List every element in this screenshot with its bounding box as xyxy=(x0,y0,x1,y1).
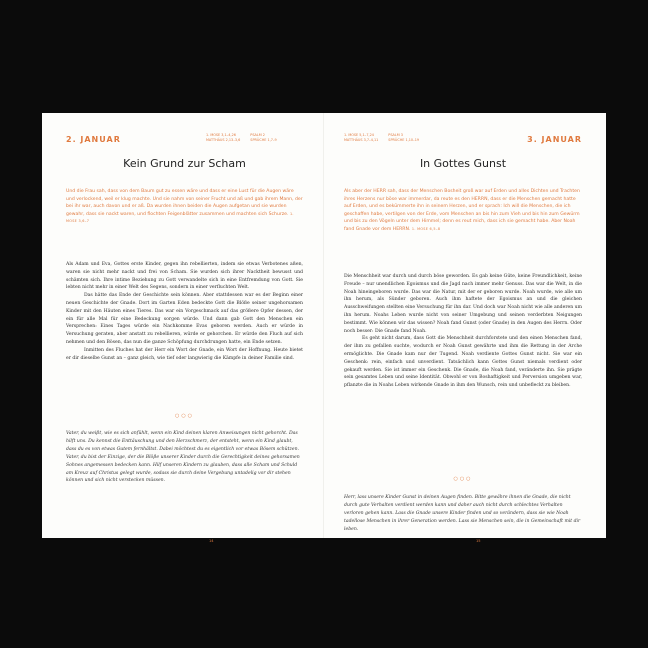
body-paragraph: Es geht nicht darum, dass Gott die Menschheit durchforstete und den einen Menschen fand, der ihm zu gefallen suchte, wodurch er Noah Gunst gewährte und ihm die Rettung in der Arche ermöglichte. Die Gnade kam nur der Tugend. Noah verdiente Gottes Gunst nicht. Sie war ein Geschenk: rein, einfach und unverdient. Tatsächlich kann Gottes Gunst niemals verdient oder gekauft werden. Sie ist immer ein Geschenk. Die Gnade, die Noah fand, veränderte ihn. Sie prägte sein gesamtes Leben und seine Identität. Obwohl er von Boshaftigkeit und Perversion umgeben war, pflanzte die in Noahs Leben wirkende Gnade in ihm den Wunsch, rein und unbefleckt zu bleiben. xyxy=(344,336,582,389)
daily-readings xyxy=(344,133,419,144)
devotion-title: In Gottes Gunst xyxy=(419,157,507,170)
prayer-text: Herr, lass unsere Kinder Gunst in deinen Augen finden. Bitte gewähre ihnen die Gnade, die nicht durch gute Verhalten verdient werden kann und daher auch nicht durch schlechtes Verhalten verloren gehen kann. Lass die Gnade unsere Kinder finden und so verändern, dass sie wie Noah tadellose Menschen in ihrer Generation werden. Lass sie Menschen sein, die in Gemeinschaft mit dir leben. xyxy=(344,495,581,532)
page-date: 3. JANUAR xyxy=(527,135,582,144)
prayer-text: Vater, du weißt, wie es sich anfühlt, wenn ein Kind deinen klaren Anweisungen nicht gehorcht. Das hilft uns. Du kennst die Enttäuschung und den Herzschmerz, der entsteht, wenn ein Kind glaubt, dass du es von etwas Gutem fernhältst. Dabei möchtest du es eigentlich vor etwas Bösem schützen. Vater, du bist der Einzige, der die Blöße unserer Kinder durch die Gerechtigkeit deines gehorsamen Sohnes angemessen bedecken kann. Hilf unseren Kindern zu glauben, dass alle Scham und Schuld am Kreuz auf Christus gelegt wurde, sodass sie durch deine Vergebung untadelig vor dir stehen können und sich nicht verstecken müssen. xyxy=(66,431,300,484)
verse-reference: 1. MOSE 3,6–7 xyxy=(66,211,294,223)
page-date: 2. JANUAR xyxy=(66,135,121,144)
reading-item: PSALM 2 xyxy=(250,133,265,137)
body-paragraph: Das hätte das Ende der Geschichte sein können. Aber stattdessen war es der Beginn einer neuen Geschichte der Gnade. Dort im Garten Eden bedeckte Gott die Blöße seiner ungehorsamen Kinder mit den Häuten eines Tieres. Das war ein Vorgeschmack auf das größere Opfer dessen, der ein für alle Mal für eine Bedeckung sorgen würde. Und dann gab Gott den Menschen ein Versprechen: Eines Tages würde ein Nachkomme Evas geboren werden. Auch er würde in Versuchung geraten, aber anstatt zu rebellieren, würde er gehorchen. Er würde den Fluch auf sich nehmen und den Bösen, das nun die ganze Schöpfung durchdrungen hatte, ein Ende setzen. xyxy=(66,293,303,345)
bible-verse xyxy=(66,188,303,226)
readings-column xyxy=(206,133,240,144)
daily-readings xyxy=(206,133,277,144)
devotion-title: Kein Grund zur Scham xyxy=(123,157,246,170)
reading-item: MATTHÄUS 3,7–4,11 xyxy=(344,138,379,143)
body-paragraph: Als Adam und Eva, Gottes erste Kinder, gegen ihn rebellierten, indem sie etwas Verbotenes aßen, waren sie nicht mehr nackt und frei von Scham. Sie wurden sich ihrer Nacktheit bewusst und schämten sich. Ihre intime Beziehung zu Gott verwandelte sich in eine Entfremdung von Gott. Sie lebten nicht mehr in einer Welt des Segens, sondern in einer verfluchten Welt. xyxy=(66,262,303,291)
verse-text: Und die Frau sah, dass von dem Baum gut zu essen wäre und dass er eine Lust für die Augen wäre und verlockend, weil er klug machte. Und sie nahm von seiner Frucht und aß und gab ihrem Mann, der bei ihr war, auch davon und er aß. Da wurden ihnen beiden die Augen aufgetan und sie wurden gewahr, dass sie nackt waren, und flochten Feigenblätter zusammen und machten sich Schurze. xyxy=(66,189,303,217)
reading-item: 1. MOSE 3,1–4,26 xyxy=(206,133,236,137)
verse-text: Als aber der HERR sah, dass der Menschen Bosheit groß war auf Erden und alles Dichten und Trachten ihres Herzens nur böse war immerdar, da reute es den HERRN, dass er die Menschen gemacht hatte auf Erden, und es bekümmerte ihn in seinem Herzen, und er sprach: Ich will die Menschen, die ich geschaffen habe, vertilgen von der Erde, vom Menschen an bis hin zum Vieh und bis hin zum Gewürm und bis zu den Vögeln unter dem Himmel; denn es reut mich, dass ich sie gemacht habe. Aber Noah fand Gnade vor dem HERRN. xyxy=(344,189,580,232)
readings-column xyxy=(250,133,276,144)
reading-item: SPRÜCHE 1,10–19 xyxy=(388,138,420,143)
reading-item: SPRÜCHE 1,7–9 xyxy=(250,138,277,143)
section-divider: ○○○ xyxy=(174,413,195,419)
left-page xyxy=(42,113,323,543)
devotion-body xyxy=(66,261,303,362)
right-page xyxy=(324,113,606,543)
reading-item: MATTHÄUS 2,13–3,6 xyxy=(206,138,241,143)
verse-reference: 1. MOSE 6,5–8 xyxy=(411,226,441,231)
reading-item: PSALM 3 xyxy=(388,133,403,137)
page-number: 14 xyxy=(209,539,214,543)
section-divider: ○○○ xyxy=(453,476,473,482)
readings-column xyxy=(388,133,419,144)
body-paragraph: Die Menschheit war durch und durch böse geworden. Es gab keine Güte, keine Freundlichkeit, keine Freude – nur unendlichen Egoismus und die Jagd nach immer mehr Genuss. Das war die Welt, in die Noah hineingeboren wurde. Das war die Natur, mit der er geboren wurde. Noah wurde, wie alle um ihn herum, als Sünder geboren. Auch ihm haftete der Egoismus an und die gleichen Ausschweifungen stellten eine Versuchung für ihn dar. Und doch war Noah nicht wie alle anderen um ihn herum. Noahs Leben wurde nicht von seiner Umgebung und seinen verderbten Neigungen bestimmt. Wie können wir das wissen? Noah fand Gunst (oder Gnade) in den Augen des Herrn. Oder noch besser: Die Gnade fand Noah. xyxy=(344,274,582,334)
reading-item: 1. MOSE 5,1–7,24 xyxy=(344,133,374,137)
body-paragraph: Inmitten des Fluches hat der Herr ein Wort der Gnade, ein Wort der Hoffnung. Heute bietet er dir dieselbe Gunst an – ganz gleich, wie tief oder langwierig die Kämpfe in deiner Familie sind. xyxy=(66,347,303,361)
readings-column xyxy=(344,133,378,144)
devotion-body xyxy=(344,273,582,390)
bible-verse xyxy=(344,188,582,233)
page-number: 15 xyxy=(476,539,481,543)
